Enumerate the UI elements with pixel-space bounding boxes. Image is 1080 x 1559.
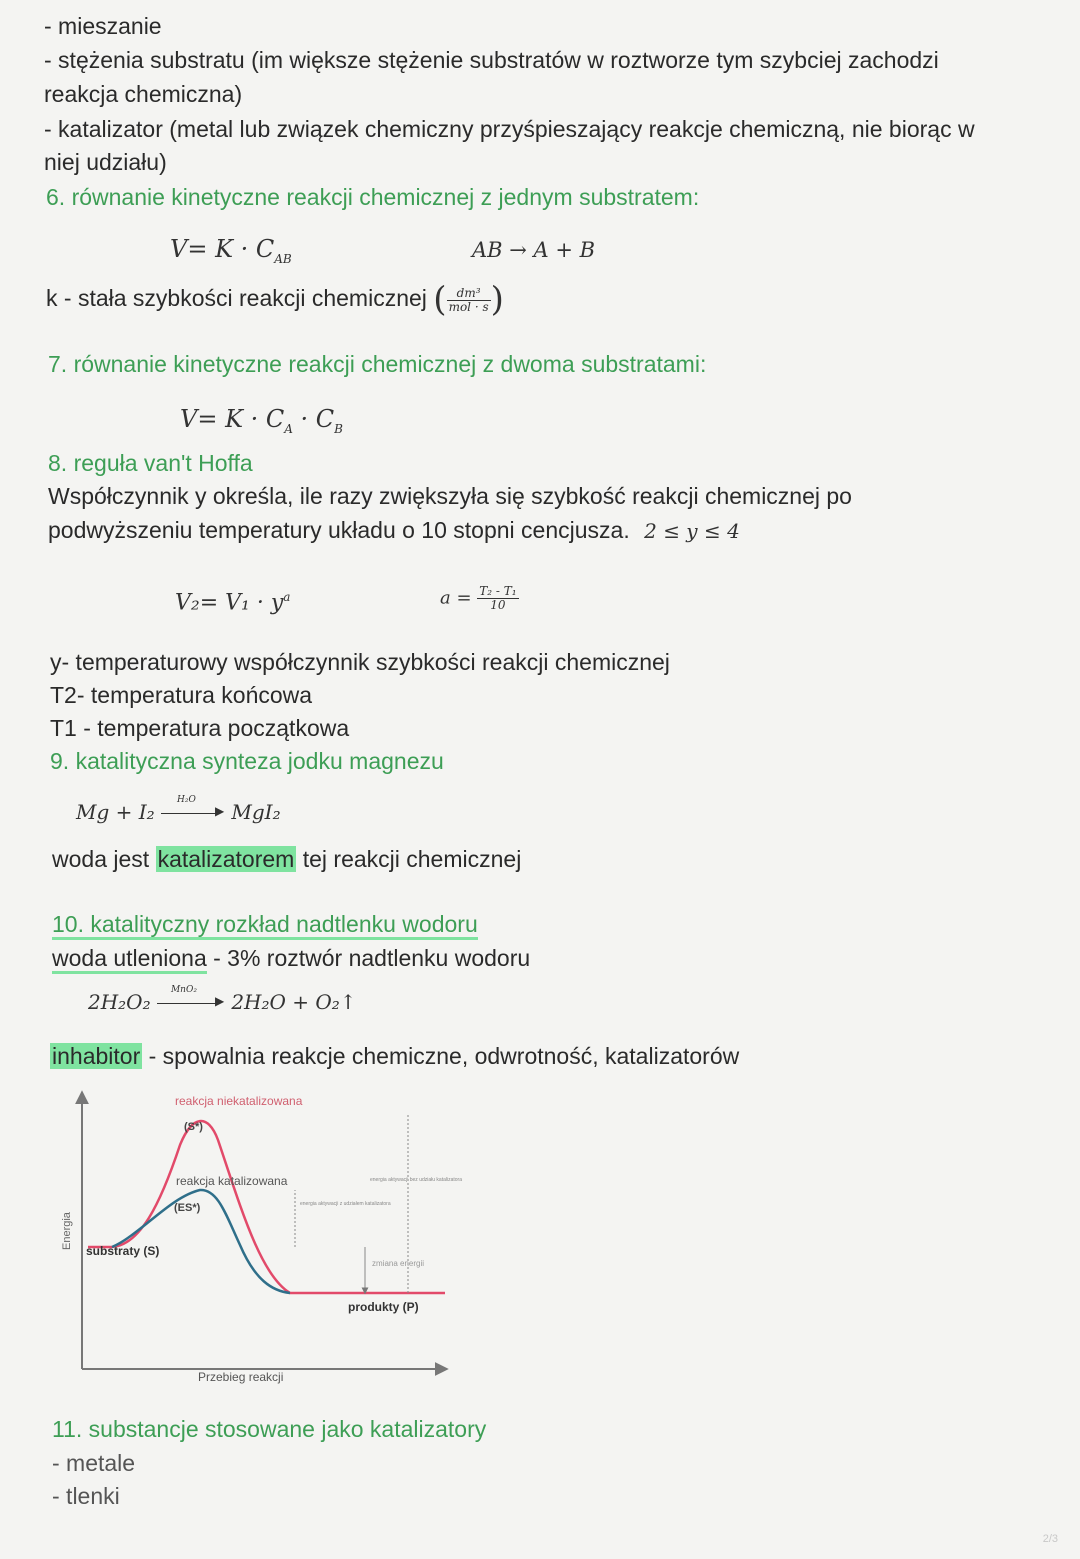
catalyzed-curve [112, 1190, 290, 1293]
t2-definition: T2- temperatura końcowa [50, 682, 313, 708]
vanthoff-desc-1: Współczynnik y określa, ile razy zwiększyła się szybkość reakcji chemicznej po [48, 483, 852, 509]
label-substrates: substraty (S) [86, 1244, 160, 1258]
peroxide-note: woda utleniona - 3% roztwór nadtlenku wodoru [52, 942, 530, 975]
text-line-concentration: - stężenia substratu (im większe stężenie substratów w roztworze tym szybciej zachodzi [44, 47, 939, 73]
label-activation-cat: energia aktywacji z udziałem katalizatora [300, 1201, 391, 1207]
catalyst-water-note: woda jest katalizatorem tej reakcji chemicznej [52, 846, 522, 872]
list-item-metals: - metale [52, 1450, 136, 1476]
label-products: produkty (P) [348, 1300, 419, 1314]
label-catalyzed: reakcja katalizowana [176, 1174, 288, 1188]
label-progress: Przebieg reakcji [198, 1370, 284, 1384]
label-activation-uncat: energia aktywacji bez udziału katalizatora [370, 1177, 462, 1183]
label-es-star: (ES*) [174, 1202, 201, 1214]
equation-exponent: a = $\frac{\text{T₂ - T₁}}{10}$ [440, 584, 517, 612]
equation-rate-double: $V= K \cdot C_A \cdot C_B$ [180, 405, 343, 436]
t1-definition: T1 - temperatura początkowa [50, 715, 350, 741]
heading-9: 9. katalityczna synteza jodku magnezu [50, 748, 444, 774]
text-line-catalyst-cont: niej udziału) [44, 149, 167, 175]
y-definition: y- temperaturowy współczynnik szybkości reakcji chemicznej [50, 649, 670, 675]
highlight-hydrogen-peroxide: woda utleniona [52, 945, 207, 974]
inhibitor-note: inhabitor - spowalnia reakcje chemiczne, odwrotność, katalizatorów [52, 1043, 740, 1069]
heading-11: 11. substancje stosowane jako katalizatory [52, 1416, 487, 1442]
label-s-star: (S*) [184, 1121, 203, 1133]
list-item-oxides: - tlenki [52, 1483, 120, 1509]
heading-6: 6. równanie kinetyczne reakcji chemicznej z jednym substratem: [46, 184, 700, 210]
range-note: 2 ≤ y ≤ 4 [644, 519, 740, 543]
vanthoff-desc-2: podwyższeniu temperatury układu o 10 stopni cencjusza. 2 ≤ y ≤ 4 [48, 517, 740, 543]
heading-10: 10. katalityczny rozkład nadtlenku wodoru [52, 908, 478, 941]
page-number: 2/3 [1042, 1533, 1058, 1545]
highlight-catalyst: katalizatorem [157, 846, 295, 872]
reaction-ab: AB → A + B [472, 238, 596, 262]
heading-7: 7. równanie kinetyczne reakcji chemicznej z dwoma substratami: [48, 351, 707, 377]
label-energy: Energia [61, 1212, 73, 1250]
text-line-mixing: - mieszanie [44, 13, 162, 39]
label-uncatalyzed: reakcja niekatalizowana [175, 1094, 303, 1108]
label-energy-change: zmiana energii [372, 1259, 425, 1268]
heading-8: 8. reguła van't Hoffa [48, 450, 253, 476]
equation-vanthoff: $V_2= V_1 \cdot y^a$ [175, 590, 291, 616]
equation-rate-single: $V= K \cdot C_{AB}$ [170, 235, 292, 266]
highlight-inhibitor: inhabitor [52, 1043, 141, 1069]
text-line-concentration-cont: reakcja chemiczna) [44, 81, 243, 107]
energy-diagram [50, 1085, 470, 1395]
k-definition: k - stała szybkości reakcji chemicznej ( $\frac{\text{dm³}}{\text{mol · s}}$ ) [46, 279, 504, 320]
equation-h2o2-decomposition: 2H₂O₂ MnO₂ ▶ 2H₂O + O₂↑ [88, 984, 357, 1014]
equation-mgi2: Mg + I₂ H₂O ▶ MgI₂ [76, 794, 281, 824]
text-line-catalyst: - katalizator (metal lub związek chemiczny przyśpieszający reakcje chemiczną, nie biorąc w [44, 116, 975, 142]
